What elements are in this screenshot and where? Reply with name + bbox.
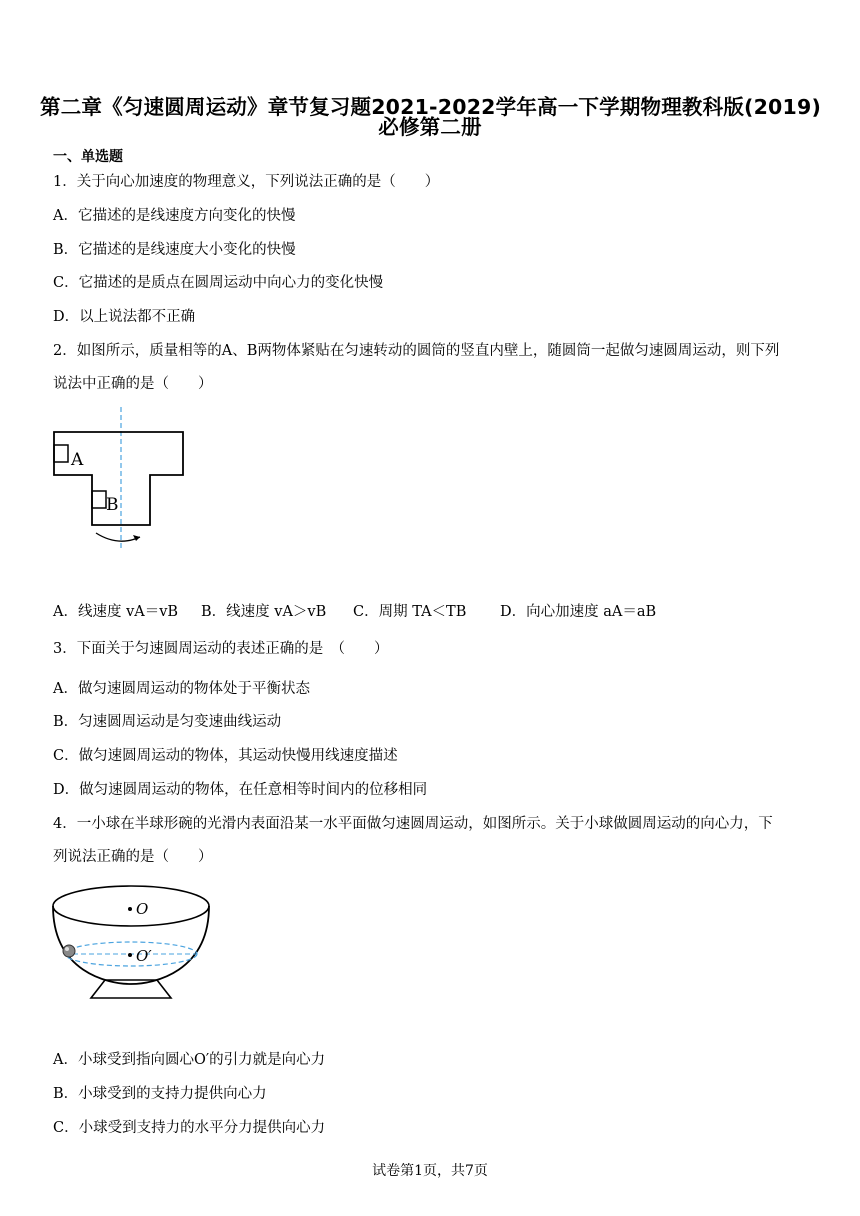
question-2-stem-line-2: 说法中正确的是（ ） [53, 376, 213, 392]
question-1-stem: 1．关于向心加速度的物理意义，下列说法正确的是（ ） [53, 174, 440, 190]
label-a: A [71, 450, 84, 470]
page-footer: 试卷第1页，共7页 [372, 1163, 488, 1179]
page-title-line-2: 必修第二册 [378, 115, 482, 139]
question-4-option-b: B．小球受到的支持力提供向心力 [53, 1086, 267, 1102]
rotating-cylinder-figure [50, 405, 190, 555]
question-3-option-c: C．做匀速圆周运动的物体，其运动快慢用线速度描述 [53, 748, 398, 764]
label-b: B [106, 495, 119, 515]
question-4-stem-line-2: 列说法正确的是（ ） [53, 849, 213, 865]
question-2-option-d: D．向心加速度 aA＝aB [500, 604, 657, 620]
question-2-option-b: B．线速度 vA＞vB [201, 604, 327, 620]
question-2-stem-line-1: 2．如图所示，质量相等的A、B两物体紧贴在匀速转动的圆筒的竖直内壁上，随圆筒一起做匀速圆周运动，则下列 [53, 343, 780, 359]
hemispherical-bowl-figure [50, 880, 220, 1005]
question-4-option-c: C．小球受到支持力的水平分力提供向心力 [53, 1120, 326, 1136]
page-title-line-1: 第二章《匀速圆周运动》章节复习题2021-2022学年高一下学期物理教科版(2019) [40, 95, 822, 119]
question-3-option-a: A．做匀速圆周运动的物体处于平衡状态 [53, 681, 310, 697]
question-2-option-a: A．线速度 vA＝vB [53, 604, 179, 620]
label-o-prime: O′ [136, 947, 152, 965]
question-4-stem-line-1: 4．一小球在半球形碗的光滑内表面沿某一水平面做匀速圆周运动，如图所示。关于小球做圆周运动的向心力，下 [53, 816, 773, 832]
question-1-option-d: D．以上说法都不正确 [53, 309, 196, 325]
question-1-option-a: A．它描述的是线速度方向变化的快慢 [53, 208, 296, 224]
question-1-option-c: C．它描述的是质点在圆周运动中向心力的变化快慢 [53, 275, 384, 291]
question-1-option-b: B．它描述的是线速度大小变化的快慢 [53, 242, 296, 258]
question-4-option-a: A．小球受到指向圆心O′的引力就是向心力 [53, 1052, 326, 1068]
question-3-option-b: B．匀速圆周运动是匀变速曲线运动 [53, 714, 282, 730]
label-o: O [136, 900, 149, 918]
question-2-option-c: C．周期 TA＜TB [353, 604, 467, 620]
section-heading: 一、单选题 [53, 149, 123, 165]
question-3-option-d: D．做匀速圆周运动的物体，在任意相等时间内的位移相同 [53, 782, 428, 798]
question-3-stem: 3．下面关于匀速圆周运动的表述正确的是 （ ） [53, 641, 389, 657]
